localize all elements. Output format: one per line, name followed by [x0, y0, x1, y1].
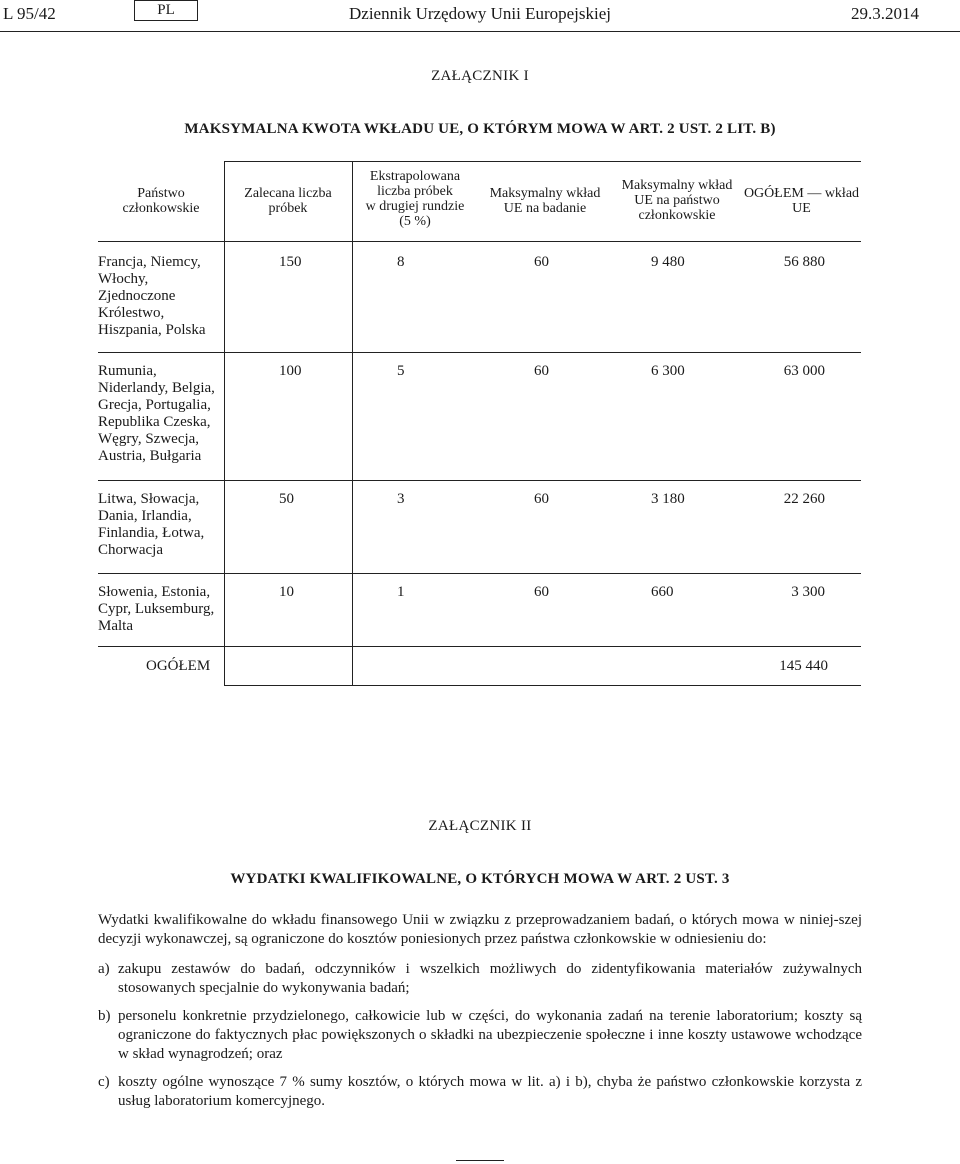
per-state-value: 3 180: [651, 491, 685, 507]
annex-2-label: ZAŁĄCZNIK II: [428, 818, 532, 834]
column-divider: [224, 161, 225, 686]
per-test-value: 60: [534, 584, 549, 600]
country-group-cell: Litwa, Słowacja, Dania, Irlandia, Finlandia, Łotwa, Chorwacja: [98, 491, 205, 558]
journal-title: Dziennik Urzędowy Unii Europejskiej: [349, 4, 612, 23]
extrapolated-samples-value: 5: [397, 363, 405, 379]
annex-1-heading: MAKSYMALNA KWOTA WKŁADU UE, O KTÓRYM MOWA W ART. 2 UST. 2 LIT. B): [184, 121, 776, 137]
item-label-b: b): [98, 1008, 111, 1024]
row-divider: [98, 573, 861, 574]
item-text-c: koszty ogólne wynoszące 7 % sumy kosztów, o których mowa w lit. a) i b), chyba że państwo członkowskie korzysta z usług laboratorium komercyjnego.: [118, 1074, 862, 1109]
country-group-cell: Słowenia, Estonia, Cypr, Luksemburg, Malta: [98, 584, 215, 634]
item-text-a: zakupu zestawów do badań, odczynników i wszelkich możliwych do zidentyfikowania materiałów zużywalnych stosowanych specjalnie do wykonywania badań;: [118, 961, 862, 996]
table-header-rule: [98, 241, 861, 242]
per-test-value: 60: [534, 363, 549, 379]
eligible-costs-intro: Wydatki kwalifikowalne do wkładu finansowego Unii w związku z przeprowadzaniem badań, o których mowa w niniej-szej decyzji wykonawczej, są ograniczone do kosztów poniesionych przez państwa członkowskie w odniesieniu do:: [98, 912, 862, 947]
row-divider: [98, 646, 861, 647]
end-rule: [456, 1160, 504, 1161]
recommended-samples-value: 10: [279, 584, 294, 600]
table-bottom-rule: [224, 685, 861, 686]
grand-total-label: OGÓŁEM: [146, 658, 211, 674]
per-test-value: 60: [534, 254, 549, 270]
column-header-per-test: Maksymalny wkład UE na badanie: [489, 186, 601, 216]
recommended-samples-value: 100: [279, 363, 302, 379]
page-reference: L 95/42: [3, 4, 56, 23]
annex-2-heading: WYDATKI KWALIFIKOWALNE, O KTÓRYCH MOWA W ART. 2 UST. 3: [230, 871, 730, 887]
item-text-b: personelu konkretnie przydzielonego, całkowicie lub w części, do wykonania zadań na terenie laboratorium; koszty są ograniczone do faktycznych płac powiększonych o składki na ubezpieczenie społeczne i inne koszty ustawowe wchodzące w skład wynagrodzeń; oraz: [118, 1008, 862, 1062]
total-contribution-value: 63 000: [783, 363, 825, 379]
extrapolated-samples-value: 3: [397, 491, 405, 507]
column-header-country: Państwo członkowskie: [122, 186, 200, 216]
item-label-a: a): [98, 961, 110, 977]
table-top-rule: [224, 161, 861, 162]
per-state-value: 660: [651, 584, 674, 600]
language-badge: PL: [134, 0, 198, 21]
total-contribution-value: 3 300: [791, 584, 825, 600]
per-state-value: 6 300: [651, 363, 685, 379]
country-group-cell: Francja, Niemcy, Włochy, Zjednoczone Królestwo, Hiszpania, Polska: [98, 254, 206, 338]
country-group-cell: Rumunia, Niderlandy, Belgia, Grecja, Portugalia, Republika Czeska, Węgry, Szwecja, Austria, Bułgaria: [98, 363, 215, 464]
column-header-per-state: Maksymalny wkład UE na państwo członkowskie: [621, 178, 733, 223]
item-label-c: c): [98, 1074, 110, 1090]
publication-date: 29.3.2014: [851, 4, 919, 23]
extrapolated-samples-value: 8: [397, 254, 405, 270]
total-contribution-value: 22 260: [783, 491, 825, 507]
per-test-value: 60: [534, 491, 549, 507]
recommended-samples-value: 50: [279, 491, 294, 507]
column-header-total: OGÓŁEM — wkład UE: [743, 186, 860, 216]
per-state-value: 9 480: [651, 254, 685, 270]
recommended-samples-value: 150: [279, 254, 302, 270]
grand-total-value: 145 440: [779, 658, 828, 674]
column-header-extrapolated: Ekstrapolowana liczba próbek w drugiej rundzie (5 %): [365, 169, 465, 229]
annex-1-label: ZAŁĄCZNIK I: [431, 68, 529, 84]
row-divider: [98, 480, 861, 481]
column-header-recommended: Zalecana liczba próbek: [244, 186, 332, 216]
column-divider: [352, 161, 353, 686]
extrapolated-samples-value: 1: [397, 584, 405, 600]
row-divider: [98, 352, 861, 353]
total-contribution-value: 56 880: [783, 254, 825, 270]
